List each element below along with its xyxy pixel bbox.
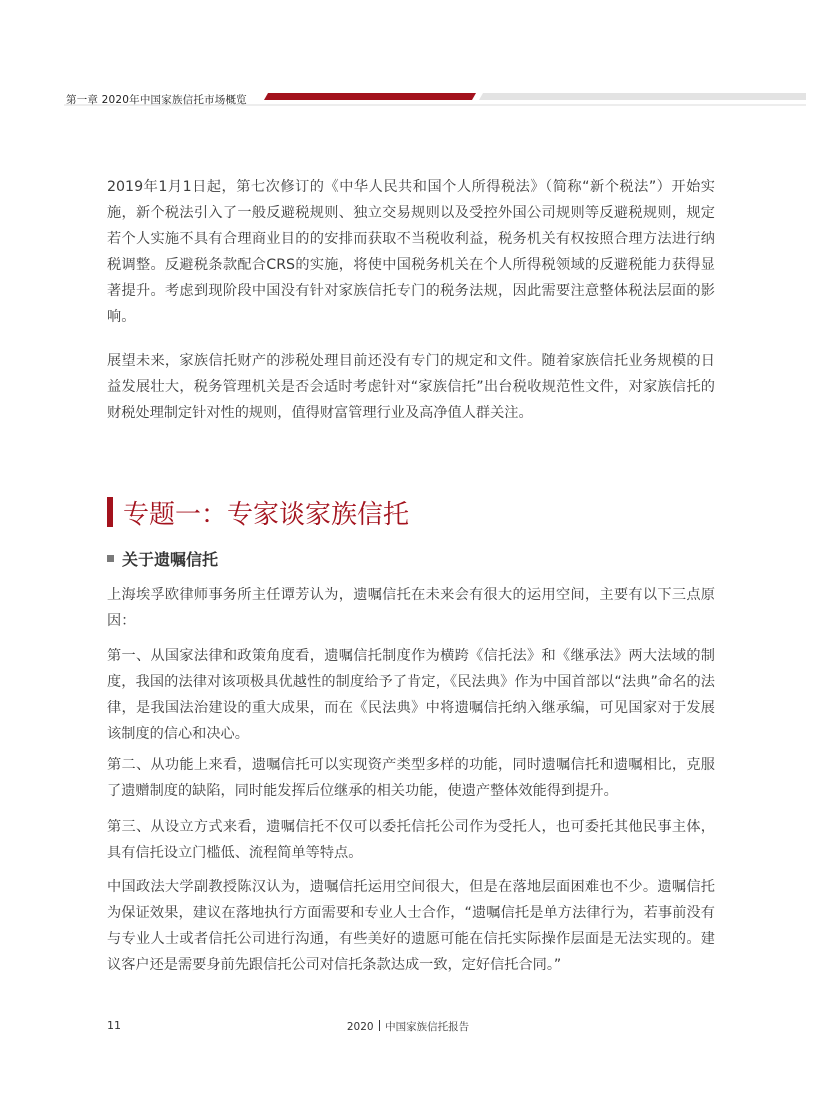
subheading-text: 关于遗嘱信托 bbox=[122, 549, 219, 569]
chapter-label: 第一章 2020年中国家族信托市场概览 bbox=[66, 94, 247, 106]
footer-title-text: 中国家族信托报告 bbox=[385, 1021, 470, 1033]
body-paragraph-2: 展望未来，家族信托财产的涉税处理目前还没有专门的规定和文件。随着家族信托业务规模的日益发展壮大，税务管理机关是否会适时考虑针对“家族信托”出台税收规范性文件，对家族信托的财税处理制定针对性的规则，值得财富管理行业及高净值人群关注。 bbox=[107, 353, 715, 421]
page-header bbox=[0, 88, 816, 108]
footer-separator bbox=[379, 1020, 381, 1031]
header-gray-bar bbox=[479, 93, 806, 100]
section-paragraph: 中国政法大学副教授陈汉认为，遗嘱信托运用空间很大，但是在落地层面困难也不少。遗嘱信托为保证效果，建议在落地执行方面需要和专业人士合作，“遗嘱信托是单方法律行为，若事前没有与专业人士或者信托公司进行沟通，有些美好的遗愿可能在信托实际操作层面是无法实现的。建议客户还是需要身前先跟信托公司对信托条款达成一致，定好信托合同。” bbox=[107, 879, 715, 973]
body-paragraph-1: 2019年1月1日起，第七次修订的《中华人民共和国个人所得税法》（简称“新个税法”）开始实施，新个税法引入了一般反避税规则、独立交易规则以及受控外国公司规则等反避税规则，规定若个人实施不具有合理商业目的的安排而获取不当税收利益，税务机关有权按照合理方法进行纳税调整。反避税条款配合CRS的实施，将使中国税务机关在个人所得税领域的反避税能力获得显著提升。考虑到现阶段中国没有针对家族信托专门的税务法规，因此需要注意整体税法层面的影响。 bbox=[107, 179, 715, 325]
square-bullet-icon bbox=[107, 555, 114, 562]
header-accent-bar bbox=[264, 93, 476, 100]
section-paragraph: 第一、从国家法律和政策角度看，遗嘱信托制度作为横跨《信托法》和《继承法》两大法域的制度，我国的法律对该项极具优越性的制度给予了肯定，《民法典》作为中国首部以“法典”命名的法律，是我国法治建设的重大成果，而在《民法典》中将遗嘱信托纳入继承编，可见国家对于发展该制度的信心和决心。 bbox=[107, 648, 715, 742]
section-paragraph: 第三、从设立方式来看，遗嘱信托不仅可以委托信托公司作为受托人，也可委托其他民事主体，具有信托设立门槛低、流程简单等特点。 bbox=[107, 819, 715, 861]
subheading bbox=[107, 546, 218, 570]
section-paragraph: 第二、从功能上来看，遗嘱信托可以实现资产类型多样的功能，同时遗嘱信托和遗嘱相比，克服了遗赠制度的缺陷，同时能发挥后位继承的相关功能，使遗产整体效能得到提升。 bbox=[107, 757, 715, 799]
footer-report-title bbox=[0, 1019, 816, 1034]
footer-year: 2020 bbox=[346, 1021, 374, 1033]
section-heading bbox=[107, 494, 409, 530]
section-paragraph: 上海埃孚欧律师事务所主任谭芳认为，遗嘱信托在未来会有很大的运用空间，主要有以下三点原因： bbox=[107, 587, 715, 629]
page-number: 11 bbox=[107, 1019, 121, 1032]
section-title: 专题一：专家谈家族信托 bbox=[123, 499, 410, 530]
section-marker-bar bbox=[107, 497, 113, 527]
